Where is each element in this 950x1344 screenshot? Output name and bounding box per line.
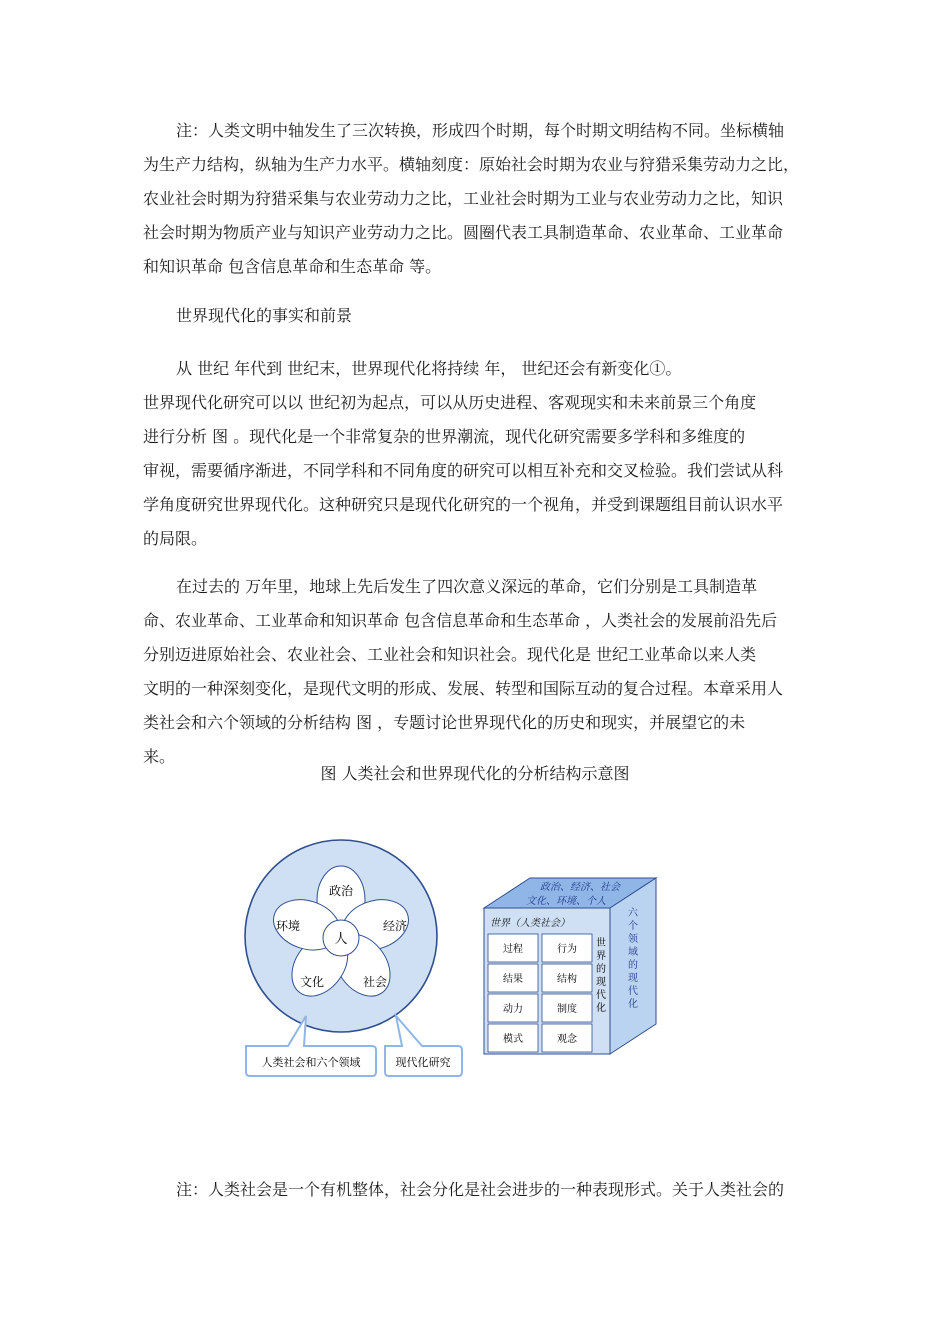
cell-label-mode: 模式 bbox=[503, 1034, 523, 1045]
note-paragraph-1 bbox=[143, 114, 808, 284]
text-line: 世界现代化研究可以以 世纪初为起点，可以从历史进程、客观现实和未来前景三个角度 bbox=[143, 393, 757, 412]
cell-label-structure: 结构 bbox=[557, 974, 577, 985]
cube-front-title: 世界（人类社会） bbox=[490, 918, 570, 929]
text-line: 社会时期为物质产业与知识产业劳动力之比。圆圈代表工具制造革命、农业革命、工业革命 bbox=[143, 223, 784, 242]
petal-label-culture: 文化 bbox=[299, 975, 325, 989]
cell-label-result: 结果 bbox=[503, 974, 523, 985]
figure-svg bbox=[240, 838, 670, 1083]
figure-caption: 图 人类社会和世界现代化的分析结构示意图 bbox=[320, 764, 630, 783]
petal-label-society: 社会 bbox=[362, 975, 388, 989]
vertical-char: 现 bbox=[596, 977, 606, 988]
text-line: 来。 bbox=[143, 747, 176, 766]
body-paragraph-2 bbox=[143, 570, 808, 774]
text-line: 命、农业革命、工业革命和知识革命 包含信息革命和生态革命 ，人类社会的发展前沿先后 bbox=[143, 611, 778, 630]
text-line: 从 世纪 年代到 世纪末，世界现代化将持续 年， 世纪还会有新变化①。 bbox=[176, 359, 682, 378]
text-line: 文明的一种深刻变化，是现代文明的形成、发展、转型和国际互动的复合过程。本章采用人 bbox=[143, 679, 784, 698]
bubble-right-label: 现代化研究 bbox=[395, 1056, 451, 1069]
text-line: 类社会和六个领域的分析结构 图 ，专题讨论世界现代化的历史和现实，并展望它的未 bbox=[143, 713, 746, 732]
text-line: 为生产力结构，纵轴为生产力水平。横轴刻度：原始社会时期为农业与狩猎采集劳动力之比， bbox=[143, 155, 800, 174]
vertical-char: 个 bbox=[628, 921, 638, 932]
text-line: 注：人类社会是一个有机整体，社会分化是社会进步的一种表现形式。关于人类社会的 bbox=[176, 1180, 785, 1199]
cell-label-concept: 观念 bbox=[557, 1034, 577, 1045]
vertical-char: 现 bbox=[628, 973, 638, 984]
note-paragraph-2 bbox=[143, 1173, 808, 1207]
text-line: 分别迈进原始社会、农业社会、工业社会和知识社会。现代化是 世纪工业革命以来人类 bbox=[143, 645, 757, 664]
center-label: 人 bbox=[334, 932, 348, 947]
analysis-structure-figure bbox=[240, 838, 670, 1083]
vertical-char: 界 bbox=[596, 951, 606, 962]
vertical-char: 域 bbox=[628, 947, 638, 958]
vertical-char: 化 bbox=[596, 1003, 606, 1014]
text-line: 审视，需要循序渐进，不同学科和不同角度的研究可以相互补充和交叉检验。我们尝试从科 bbox=[143, 461, 784, 480]
section-heading: 世界现代化的事实和前景 bbox=[176, 306, 353, 325]
cell-label-system: 制度 bbox=[557, 1004, 577, 1015]
petal-label-environment: 环境 bbox=[275, 919, 301, 933]
vertical-char: 代 bbox=[628, 986, 638, 997]
vertical-char: 六 bbox=[628, 908, 638, 919]
vertical-char: 代 bbox=[596, 990, 606, 1001]
cell-label-behavior: 行为 bbox=[557, 944, 577, 955]
bubble-left-label: 人类社会和六个领域 bbox=[261, 1056, 361, 1069]
text-line: 在过去的 万年里，地球上先后发生了四次意义深远的革命，它们分别是工具制造革 bbox=[176, 577, 758, 596]
text-line: 的局限。 bbox=[143, 529, 208, 548]
body-paragraph-1 bbox=[143, 352, 808, 556]
vertical-char: 的 bbox=[628, 960, 638, 971]
cube-top-line-2: 文化、环境、个人 bbox=[526, 896, 606, 907]
vertical-char: 世 bbox=[596, 938, 606, 949]
petal-label-economy: 经济 bbox=[382, 919, 408, 933]
cell-label-process: 过程 bbox=[503, 944, 523, 955]
text-line: 进行分析 图 。现代化是一个非常复杂的世界潮流，现代化研究需要多学科和多维度的 bbox=[143, 427, 746, 446]
vertical-char: 领 bbox=[628, 934, 638, 945]
text-line: 和知识革命 包含信息革命和生态革命 等。 bbox=[143, 257, 442, 276]
text-line: 学角度研究世界现代化。这种研究只是现代化研究的一个视角，并受到课题组目前认识水平 bbox=[143, 495, 784, 514]
cube-top-line-1: 政治、经济、社会 bbox=[540, 882, 620, 893]
cell-label-power: 动力 bbox=[503, 1004, 523, 1015]
vertical-char: 化 bbox=[628, 999, 638, 1010]
text-line: 注：人类文明中轴发生了三次转换，形成四个时期，每个时期文明结构不同。坐标横轴 bbox=[176, 121, 785, 140]
petal-label-politics: 政治 bbox=[328, 884, 354, 898]
text-line: 农业社会时期为狩猎采集与农业劳动力之比，工业社会时期为工业与农业劳动力之比，知识 bbox=[143, 189, 784, 208]
vertical-char: 的 bbox=[596, 964, 606, 975]
